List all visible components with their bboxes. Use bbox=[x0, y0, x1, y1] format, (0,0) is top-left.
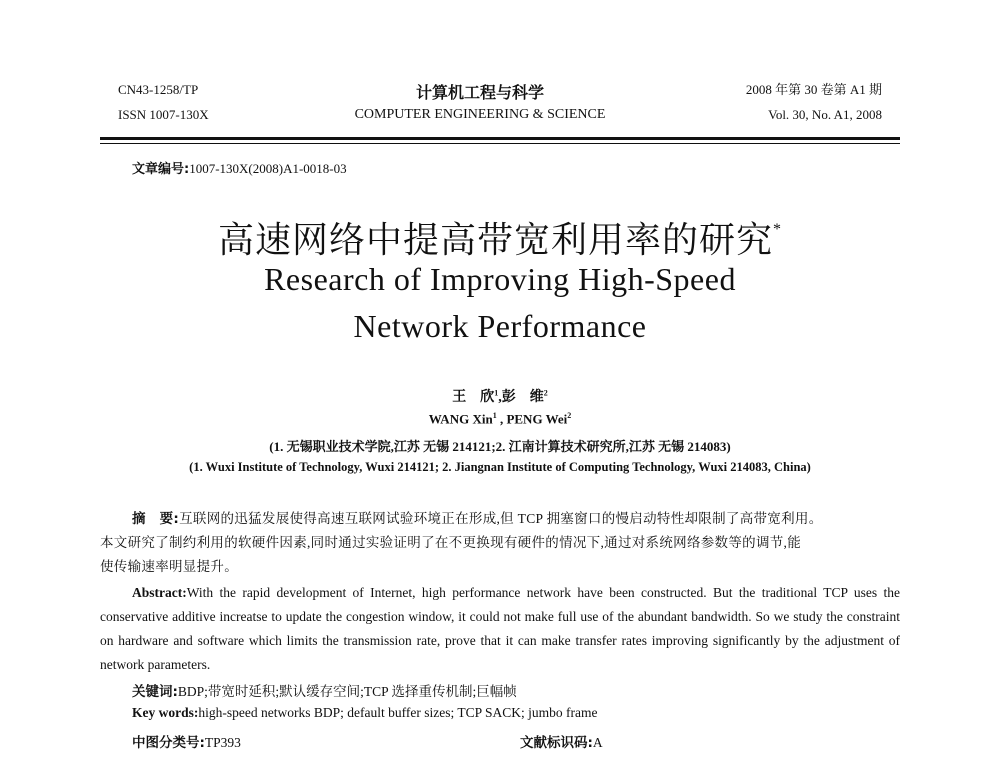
author-1-en-sup: 1 bbox=[492, 411, 497, 420]
abstract-cn-line2: 本文研究了制约利用的软硬件因素,同时通过实验证明了在不更换现有硬件的情况下,通过对系统网络参数等的调节,能 bbox=[100, 535, 802, 550]
author-1-cn: 王 欣 bbox=[452, 390, 495, 405]
abstract-cn-line1 bbox=[112, 507, 902, 531]
authors-cn bbox=[0, 386, 1000, 406]
journal-cn-code: CN43-1258/TP bbox=[118, 82, 199, 97]
keywords-cn bbox=[132, 680, 517, 700]
author-2-cn-sup: 2 bbox=[543, 388, 548, 398]
header-rule-thin bbox=[100, 143, 900, 144]
journal-issn: ISSN 1007-130X bbox=[118, 107, 209, 122]
affiliations-cn: (1. 无锡职业技术学院,江苏 无锡 214121;2. 江南计算技术研究所,江苏 无锡 214083) bbox=[269, 439, 731, 454]
affiliations-en: (1. Wuxi Institute of Technology, Wuxi 214121; 2. Jiangnan Institute of Computing Technology, Wuxi 214083, China) bbox=[189, 460, 811, 474]
keywords-en-value: high-speed networks BDP; default buffer sizes; TCP SACK; jumbo frame bbox=[198, 705, 598, 720]
abstract-en bbox=[100, 581, 900, 677]
document-code-label: 文献标识码: bbox=[520, 735, 593, 751]
title-en-line2: Network Performance bbox=[353, 308, 647, 344]
journal-title-cn: 计算机工程与科学 bbox=[415, 83, 544, 102]
article-number-value: 1007-130X(2008)A1-0018-03 bbox=[189, 161, 347, 176]
abstract-cn-label: 摘 要: bbox=[132, 511, 180, 527]
abstract-cn-text-1: 互联网的迅猛发展使得高速互联网试验环境正在形成,但 TCP 拥塞窗口的慢启动特性却限制了高带宽利用。 bbox=[179, 511, 823, 526]
title-cn-text: 高速网络中提高带宽利用率的研究 bbox=[217, 220, 773, 260]
keywords-cn-label: 关键词: bbox=[132, 684, 178, 700]
authors-cn-separator: , bbox=[498, 390, 502, 405]
issue-info-en: Vol. 30, No. A1, 2008 bbox=[768, 107, 882, 122]
author-1-en: WANG Xin bbox=[428, 411, 493, 427]
classification-label: 中图分类号: bbox=[132, 735, 205, 751]
author-2-en: PENG Wei bbox=[506, 411, 568, 427]
keywords-en bbox=[132, 705, 597, 721]
journal-title-en: COMPUTER ENGINEERING & SCIENCE bbox=[354, 107, 606, 122]
article-number bbox=[132, 158, 347, 177]
title-cn bbox=[0, 212, 1000, 263]
authors-en bbox=[0, 411, 1000, 427]
abstract-en-text: With the rapid development of Internet, high performance network have been constructed. But the traditional TCP uses the conservative additive increatse to update the congestion window, it could not make full use of the abundant bandwidth. So we study the constraint on hardware and software which limits the transmission rate, prove that it can make transfer rates improving significantly by the adjustment of network parameters. bbox=[100, 585, 900, 672]
author-2-en-sup: 2 bbox=[567, 411, 572, 420]
abstract-cn bbox=[100, 507, 902, 579]
issue-info-cn: 2008 年第 30 卷第 A1 期 bbox=[745, 82, 882, 97]
keywords-cn-value: BDP;带宽时延积;默认缓存空间;TCP 选择重传机制;巨幅帧 bbox=[177, 684, 517, 699]
authors-en-separator: , bbox=[496, 411, 507, 427]
title-footnote-mark: * bbox=[773, 221, 782, 238]
title-en-line1: Research of Improving High-Speed bbox=[264, 261, 736, 297]
classification bbox=[132, 731, 241, 751]
keywords-en-label: Key words: bbox=[132, 705, 199, 720]
abstract-cn-line3: 使传输速率明显提升。 bbox=[100, 559, 238, 574]
author-1-cn-sup: 1 bbox=[494, 388, 499, 398]
header-rule-thick bbox=[100, 137, 900, 140]
article-number-label: 文章编号: bbox=[132, 162, 190, 177]
document-code-value: A bbox=[592, 735, 603, 750]
document-code bbox=[520, 731, 603, 751]
classification-value: TP393 bbox=[204, 735, 241, 750]
author-2-cn: 彭 维 bbox=[501, 390, 544, 405]
abstract-en-label: Abstract: bbox=[132, 585, 187, 600]
